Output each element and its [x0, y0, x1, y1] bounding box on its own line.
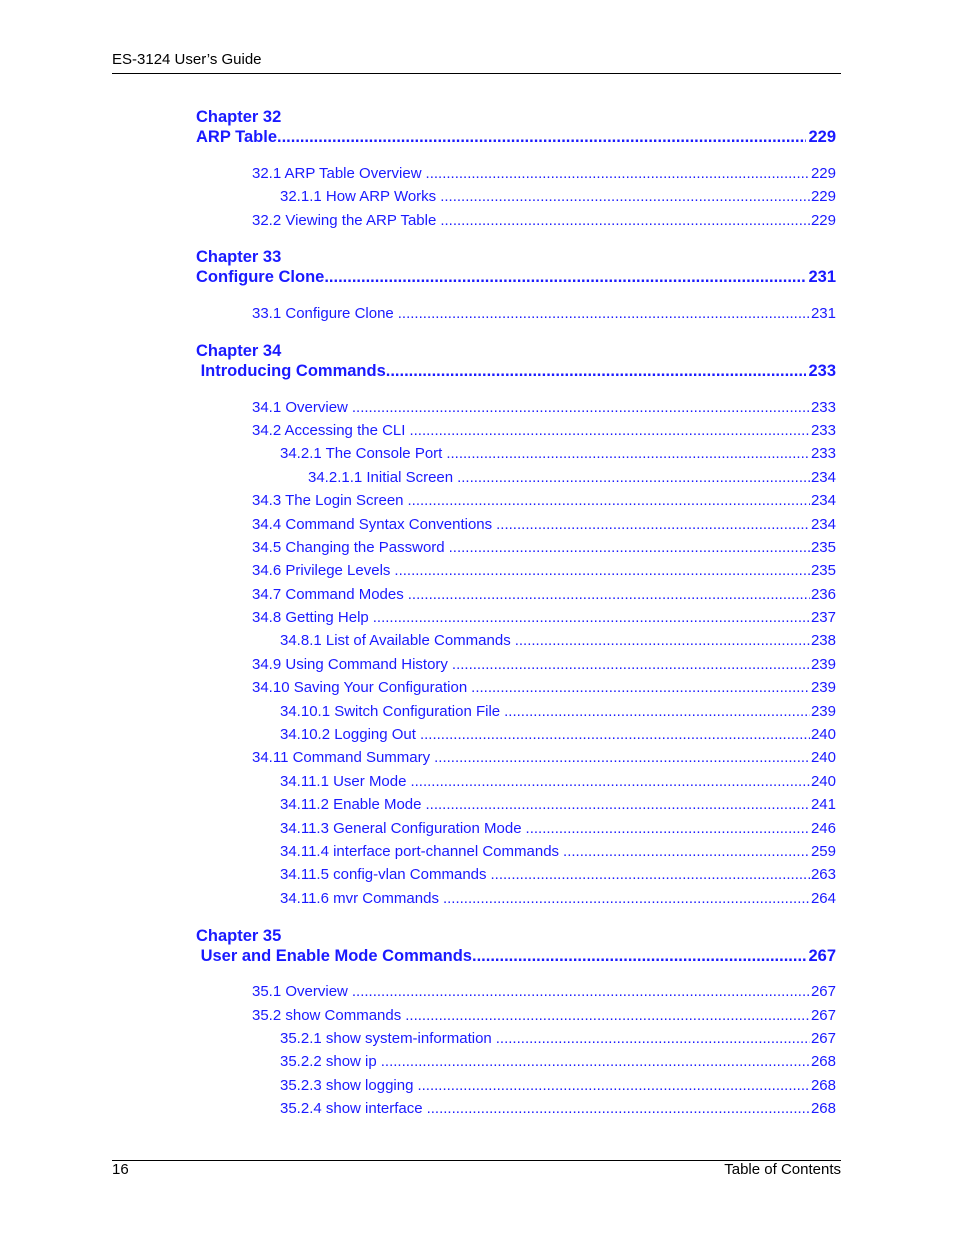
dot-leader — [515, 632, 810, 649]
toc-entry[interactable] — [252, 305, 836, 322]
dot-leader — [496, 1030, 810, 1047]
toc-entry-page-number: 234 — [810, 516, 836, 533]
toc-entry-page-number: 233 — [810, 422, 836, 439]
toc-entry[interactable] — [252, 165, 836, 182]
chapter-number[interactable]: Chapter 34 — [196, 342, 282, 360]
toc-entry[interactable] — [280, 632, 836, 649]
chapter-title: Configure Clone — [196, 268, 325, 286]
dot-leader — [440, 188, 810, 205]
chapter-title-line[interactable] — [196, 362, 836, 381]
toc-entry-page-number: 229 — [810, 165, 836, 182]
toc-entry[interactable] — [280, 866, 836, 883]
header-rule — [112, 73, 841, 74]
dot-leader — [352, 983, 810, 1000]
toc-entry-page-number: 267 — [810, 1007, 836, 1024]
toc-entry-label: 34.11.6 mvr Commands — [280, 890, 439, 907]
toc-entry-page-number: 268 — [810, 1077, 836, 1094]
toc-entry[interactable] — [280, 843, 836, 860]
toc-entry-label: 35.2.1 show system-information — [280, 1030, 492, 1047]
toc-entry[interactable] — [252, 562, 836, 579]
toc-entry-page-number: 235 — [810, 562, 836, 579]
toc-entry-label: 34.2.1.1 Initial Screen — [308, 469, 454, 486]
chapter-number[interactable]: Chapter 32 — [196, 108, 282, 126]
chapter-title-line[interactable] — [196, 947, 836, 966]
chapter-page-number: 229 — [808, 128, 836, 146]
toc-entry-page-number: 263 — [810, 866, 836, 883]
dot-leader — [386, 362, 807, 381]
toc-entry[interactable] — [280, 1030, 836, 1047]
toc-entry[interactable] — [280, 1053, 836, 1070]
toc-entry-label: 34.2.1 The Console Port — [280, 445, 443, 462]
toc-entry-label: 34.10.2 Logging Out — [280, 726, 416, 743]
toc-entry-label: 34.11.2 Enable Mode — [280, 796, 422, 813]
toc-entry[interactable] — [252, 399, 836, 416]
toc-entry-label: 34.8.1 List of Available Commands — [280, 632, 511, 649]
toc-entry-page-number: 246 — [810, 820, 836, 837]
toc-entry-page-number: 239 — [810, 703, 836, 720]
toc-entry-label: 34.10.1 Switch Configuration File — [280, 703, 501, 720]
chapter-page-number: 233 — [808, 362, 836, 380]
toc-entry[interactable] — [252, 679, 836, 696]
dot-leader — [410, 773, 810, 790]
toc-entry-page-number: 268 — [810, 1100, 836, 1117]
toc-entry-page-number: 239 — [810, 679, 836, 696]
toc-entry-page-number: 229 — [810, 188, 836, 205]
chapter-number[interactable]: Chapter 35 — [196, 927, 282, 945]
dot-leader — [405, 1007, 810, 1024]
toc-entry-label: 32.1.1 How ARP Works — [280, 188, 437, 205]
toc-entry[interactable] — [280, 773, 836, 790]
toc-entry-page-number: 268 — [810, 1053, 836, 1070]
toc-entry-page-number: 267 — [810, 1030, 836, 1047]
dot-leader — [381, 1053, 810, 1070]
toc-entry[interactable] — [280, 1077, 836, 1094]
footer-page-number: 16 — [112, 1161, 129, 1178]
toc-entry-page-number: 235 — [810, 539, 836, 556]
toc-entry-label: 34.6 Privilege Levels — [252, 562, 391, 579]
dot-leader — [446, 445, 810, 462]
toc-entry-page-number: 267 — [810, 983, 836, 1000]
dot-leader — [526, 820, 810, 837]
dot-leader — [426, 165, 810, 182]
toc-entry-label: 33.1 Configure Clone — [252, 305, 394, 322]
dot-leader — [409, 422, 810, 439]
toc-entry[interactable] — [280, 188, 836, 205]
toc-entry[interactable] — [308, 469, 836, 486]
dot-leader — [324, 268, 806, 287]
toc-entry-label: 34.8 Getting Help — [252, 609, 369, 626]
toc-entry[interactable] — [252, 1007, 836, 1024]
dot-leader — [420, 726, 810, 743]
toc-entry-page-number: 231 — [810, 305, 836, 322]
toc-entry[interactable] — [252, 422, 836, 439]
toc-entry-page-number: 233 — [810, 399, 836, 416]
toc-entry[interactable] — [280, 1100, 836, 1117]
chapter-title: Introducing Commands — [196, 362, 386, 380]
toc-entry[interactable] — [280, 703, 836, 720]
toc-entry-page-number: 234 — [810, 469, 836, 486]
dot-leader — [472, 947, 806, 966]
toc-entry-page-number: 241 — [810, 796, 836, 813]
toc-entry-page-number: 234 — [810, 492, 836, 509]
toc-entry-label: 34.9 Using Command History — [252, 656, 448, 673]
dot-leader — [504, 703, 810, 720]
dot-leader — [449, 539, 810, 556]
dot-leader — [373, 609, 810, 626]
chapter-page-number: 267 — [808, 947, 836, 965]
chapter-number[interactable]: Chapter 33 — [196, 248, 282, 266]
dot-leader — [440, 212, 810, 229]
dot-leader — [443, 890, 810, 907]
toc-entry-label: 34.11 Command Summary — [252, 749, 431, 766]
toc-entry-label: 34.4 Command Syntax Conventions — [252, 516, 493, 533]
toc-entry-page-number: 240 — [810, 749, 836, 766]
toc-entry-page-number: 236 — [810, 586, 836, 603]
toc-entry-label: 35.2.4 show interface — [280, 1100, 423, 1117]
dot-leader — [427, 1100, 810, 1117]
document-header-title: ES-3124 User’s Guide — [112, 51, 262, 68]
toc-entry[interactable] — [252, 586, 836, 603]
toc-entry-page-number: 240 — [810, 726, 836, 743]
toc-entry-label: 32.2 Viewing the ARP Table — [252, 212, 437, 229]
toc-entry-label: 34.1 Overview — [252, 399, 348, 416]
chapter-title: ARP Table — [196, 128, 277, 146]
toc-entry-page-number: 240 — [810, 773, 836, 790]
chapter-page-number: 231 — [808, 268, 836, 286]
toc-entry-label: 34.5 Changing the Password — [252, 539, 445, 556]
footer-section-title: Table of Contents — [724, 1161, 841, 1178]
toc-entry[interactable] — [252, 609, 836, 626]
dot-leader — [408, 586, 810, 603]
toc-entry[interactable] — [252, 516, 836, 533]
toc-entry-label: 32.1 ARP Table Overview — [252, 165, 422, 182]
toc-entry[interactable] — [280, 726, 836, 743]
dot-leader — [563, 843, 810, 860]
toc-entry-label: 35.1 Overview — [252, 983, 348, 1000]
dot-leader — [408, 492, 810, 509]
toc-entry-label: 34.2 Accessing the CLI — [252, 422, 406, 439]
toc-entry-page-number: 229 — [810, 212, 836, 229]
toc-entry-page-number: 237 — [810, 609, 836, 626]
toc-entry-label: 34.11.3 General Configuration Mode — [280, 820, 522, 837]
toc-entry[interactable] — [252, 749, 836, 766]
dot-leader — [491, 866, 810, 883]
dot-leader — [352, 399, 810, 416]
toc-entry-page-number: 238 — [810, 632, 836, 649]
dot-leader — [398, 305, 810, 322]
toc-entry[interactable] — [252, 539, 836, 556]
toc-entry-label: 34.11.1 User Mode — [280, 773, 407, 790]
toc-entry-label: 34.10 Saving Your Configuration — [252, 679, 468, 696]
toc-entry[interactable] — [252, 983, 836, 1000]
toc-entry[interactable] — [280, 445, 836, 462]
dot-leader — [417, 1077, 810, 1094]
toc-entry[interactable] — [280, 890, 836, 907]
dot-leader — [457, 469, 810, 486]
toc-entry-label: 35.2 show Commands — [252, 1007, 402, 1024]
dot-leader — [496, 516, 810, 533]
toc-entry[interactable] — [252, 656, 836, 673]
toc-entry[interactable] — [252, 492, 836, 509]
toc-entry-label: 34.11.4 interface port-channel Commands — [280, 843, 560, 860]
toc-entry-label: 35.2.2 show ip — [280, 1053, 377, 1070]
dot-leader — [434, 749, 810, 766]
dot-leader — [452, 656, 810, 673]
toc-entry-label: 34.3 The Login Screen — [252, 492, 404, 509]
toc-entry[interactable] — [252, 212, 836, 229]
toc-entry-page-number: 264 — [810, 890, 836, 907]
toc-entry-label: 34.7 Command Modes — [252, 586, 404, 603]
toc-entry-label: 34.11.5 config-vlan Commands — [280, 866, 487, 883]
toc-entry-page-number: 233 — [810, 445, 836, 462]
dot-leader — [277, 128, 806, 147]
toc-entry-page-number: 239 — [810, 656, 836, 673]
toc-entry-page-number: 259 — [810, 843, 836, 860]
toc-entry[interactable] — [280, 796, 836, 813]
dot-leader — [426, 796, 810, 813]
toc-entry-label: 35.2.3 show logging — [280, 1077, 414, 1094]
dot-leader — [471, 679, 810, 696]
chapter-title-line[interactable] — [196, 268, 836, 287]
toc-entry[interactable] — [280, 820, 836, 837]
chapter-title: User and Enable Mode Commands — [196, 947, 472, 965]
chapter-title-line[interactable] — [196, 128, 836, 147]
dot-leader — [394, 562, 810, 579]
